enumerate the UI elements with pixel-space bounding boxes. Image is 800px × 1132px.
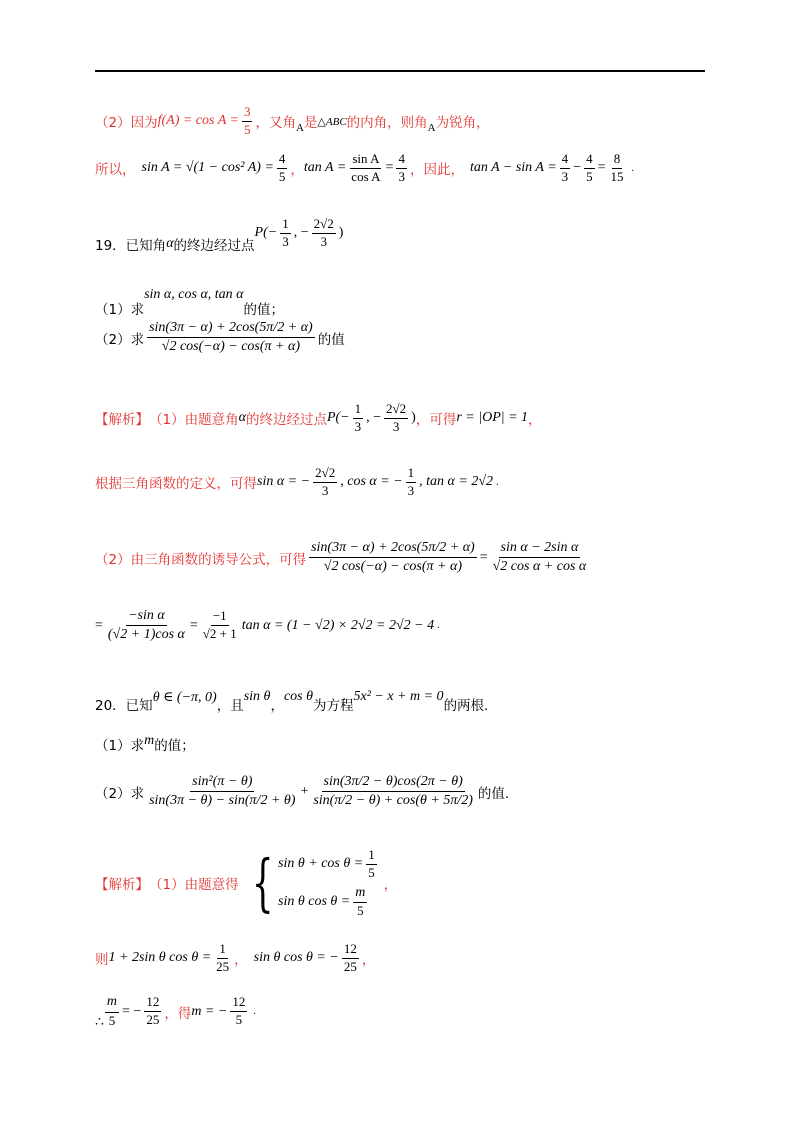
fraction: $\frac{4}{5}$ <box>278 151 286 184</box>
a20-line2: 则 1 + 2sin θ cos θ = $\frac{1}{25}$ ， sin θ cos θ = − $\frac{12}{25}$ ， <box>95 941 376 974</box>
s18-line1: （2）因为 f(A) = cos A = $\frac{3}{5}$ ，又角 A 是 △ABC 的内角，则角 A 为锐角， <box>95 104 490 137</box>
q19-stem: 19．已知角 α 的终边经过点 P(− $\frac{1}{3}$ , − $\frac{2√2}{3}$ ) <box>95 215 344 254</box>
q20-stem: 20．已知 θ ∈ (−π, 0) ，且 sin θ ， cos θ 为方程 5x² − x + m = 0 的两根. <box>95 689 489 714</box>
fraction: $\frac{2√2}{3}$ <box>315 465 336 498</box>
a19-line2: 根据三角函数的定义，可得 sin α = − $\frac{2√2}{3}$ , cos α = − $\frac{1}{3}$ , tan α = 2√2 . <box>95 465 499 498</box>
therefore-icon: ∴ <box>95 1015 104 1030</box>
equation-system: { sin θ + cos θ = $\frac{1}{5}$ sin θ cos θ = $\frac{m}{5}$ <box>251 846 375 920</box>
fraction: sin²(π − θ) sin(3π − θ) − sin(π/2 + θ) <box>149 774 296 809</box>
fraction: $\frac{1}{3}$ <box>354 401 362 434</box>
fraction: $\frac{\sin(3\pi - \alpha) + 2\cos(5\pi/2 + \alpha)}{√2 \cos(-\alpha) - \cos(\pi + \alpha)}$ <box>311 540 475 575</box>
a20-line1: 【解析】 （1）由题意得 { sin θ + cos θ = $\frac{1}{5}$ sin θ cos θ = $\frac{m}{5}$ ， <box>95 846 398 920</box>
a19-line3: （2）由三角函数的诱导公式，可得 $\frac{\sin(3\pi - \alpha) + 2\cos(5\pi/2 + \alpha)}{√2 \cos(-\alpha) - \cos(\pi + \alpha)}$ = $\frac{\text{sin α − 2sin α}}{\text{√2 cos α + cos α}}$ <box>95 540 587 575</box>
fraction: $\frac{8}{15}$ <box>610 151 624 184</box>
q19-part2: （2）求 sin(3π − α) + 2cos(5π/2 + α) √2 cos(−α) − cos(π + α) 的值 <box>95 320 345 355</box>
fraction: $\frac{12}{5}$ <box>232 994 246 1027</box>
fraction: $\frac{1}{5}$ <box>368 847 375 880</box>
fraction: $\frac{4}{3}$ <box>398 151 405 184</box>
fraction: $\frac{\text{sin α − 2sin α}}{\text{√2 cos α + cos α}}$ <box>492 540 587 575</box>
fraction: $\frac{12}{25}$ <box>146 994 160 1027</box>
fraction: $\frac{-1}{√2 + 1}$ <box>202 608 237 642</box>
fraction: $\frac{4}{3}$ <box>561 151 569 184</box>
fraction: $\frac{1}{3}$ <box>282 215 289 249</box>
header-rule <box>95 70 705 72</box>
answer-tag: 【解析】 <box>95 877 149 894</box>
fraction: $\frac{12}{25}$ <box>343 941 357 974</box>
fraction: $\frac{m}{5}$ <box>106 994 118 1028</box>
answer-tag: 【解析】 <box>95 412 149 429</box>
a20-line3: ∴ $\frac{m}{5}$ = − $\frac{12}{25}$ ，得 m = − $\frac{12}{5}$ . <box>95 994 256 1030</box>
q19-part1: （1）求 sin α, cos α, tan α 的值； <box>95 287 285 318</box>
fraction: $\frac{\text{−sin α}}{\text{(√2 + 1)cos α}}$ <box>107 608 185 643</box>
fraction: $\frac{3}{5}$ <box>243 104 251 137</box>
fraction: $\frac{2√2}{3}$ <box>386 401 407 434</box>
fraction: $\frac{1}{3}$ <box>407 465 415 498</box>
s18-line2: 所以， sin A = √(1 − cos² A) = $\frac{4}{5}$ ， tan A = $\frac{\text{sin A}}{\text{cos A}}$ = $\frac{4}{3}$ ，因此， tan A − sin A = $\frac{4}{3}$ − $\frac{4}{5}$ = $\frac{8}{15}$ . <box>95 151 634 184</box>
fraction: $\frac{1}{25}$ <box>216 941 230 974</box>
fraction: $\frac{\text{sin A}}{\text{cos A}}$ <box>351 151 381 184</box>
fraction: sin(3π − α) + 2cos(5π/2 + α) √2 cos(−α) − cos(π + α) <box>149 320 313 355</box>
a19-line4: = $\frac{\text{−sin α}}{\text{(√2 + 1)cos α}}$ = $\frac{-1}{√2 + 1}$ tan α = (1 − √2) × 2√2 = 2√2 − 4 . <box>95 608 440 643</box>
q20-part1: （1）求 m 的值； <box>95 733 195 754</box>
q20-part2: （2）求 sin²(π − θ) sin(3π − θ) − sin(π/2 + θ) + $\frac{\sin(3\pi/2 - \theta)\cos(2\pi - \theta)}{\sin(\pi/2 - \theta) + \cos(\theta + 5\pi/2)}$ 的值. <box>95 774 510 809</box>
fraction: $\frac{m}{5}$ <box>355 884 366 918</box>
fraction: $\frac{4}{5}$ <box>586 151 593 184</box>
left-brace-icon: { <box>251 846 274 920</box>
fraction: $\frac{2√2}{3}$ <box>313 215 334 249</box>
a19-line1: 【解析】 （1）由题意角 α 的终边经过点 P(− $\frac{1}{3}$ , − $\frac{2√2}{3}$ ) ，可得 r = |OP| = 1 ， <box>95 401 542 434</box>
fraction: $\frac{\sin(3\pi/2 - \theta)\cos(2\pi - \theta)}{\sin(\pi/2 - \theta) + \cos(\theta + 5\pi/2)}$ <box>313 774 473 809</box>
